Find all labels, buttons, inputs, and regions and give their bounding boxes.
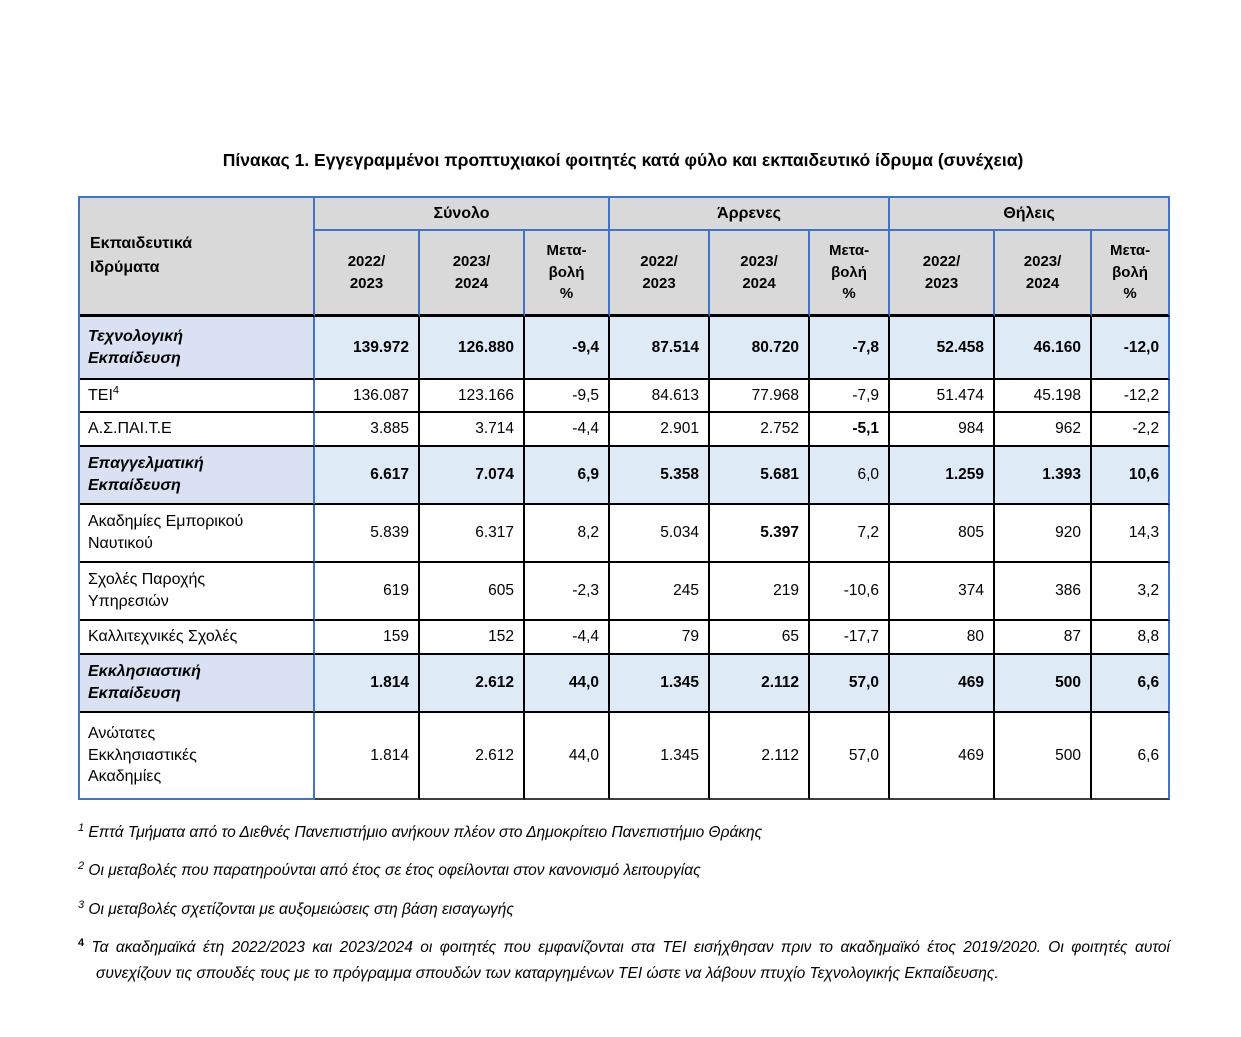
data-cell: 45.198 xyxy=(995,380,1092,413)
footnote-ref: 4 xyxy=(112,384,120,397)
sub-header-cell: Μετα- βολή % xyxy=(525,231,610,317)
data-cell: 5.358 xyxy=(610,447,710,505)
table-header xyxy=(80,198,1170,317)
students-table xyxy=(78,196,1170,800)
data-cell: 500 xyxy=(995,655,1092,713)
data-cell: -12,0 xyxy=(1092,317,1170,380)
table-row xyxy=(80,317,1170,380)
group-header-males: Άρρενες xyxy=(610,198,890,231)
footnote: $^3$ Οι μεταβολές σχετίζονται με αυξομειώσεις στη βάση εισαγωγής xyxy=(78,898,514,918)
data-cell: 1.345 xyxy=(610,655,710,713)
data-cell: 6.317 xyxy=(420,505,525,563)
data-cell: 7,2 xyxy=(810,505,890,563)
data-cell: -2,3 xyxy=(525,563,610,621)
data-cell: 619 xyxy=(315,563,420,621)
data-cell: 2.612 xyxy=(420,655,525,713)
data-cell: 6,0 xyxy=(810,447,890,505)
data-cell: 123.166 xyxy=(420,380,525,413)
data-cell: 126.880 xyxy=(420,317,525,380)
data-cell: 984 xyxy=(890,413,995,447)
data-cell: 10,6 xyxy=(1092,447,1170,505)
data-cell: 77.968 xyxy=(710,380,810,413)
table-title: Πίνακας 1. Εγγεγραμμένοι προπτυχιακοί φοιτητές κατά φύλο και εκπαιδευτικό ίδρυμα (συνέχεια) xyxy=(222,150,1024,170)
data-cell: 80 xyxy=(890,621,995,655)
data-cell: -17,7 xyxy=(810,621,890,655)
table-row xyxy=(80,655,1170,713)
table-row xyxy=(80,713,1170,800)
data-cell: 469 xyxy=(890,655,995,713)
data-cell: 65 xyxy=(710,621,810,655)
data-cell: 1.814 xyxy=(315,655,420,713)
data-cell: -9,4 xyxy=(525,317,610,380)
data-cell: 3.885 xyxy=(315,413,420,447)
data-cell: -5,1 xyxy=(810,413,890,447)
data-cell: -9,5 xyxy=(525,380,610,413)
row-label-cell: Α.Σ.ΠΑΙ.Τ.Ε xyxy=(80,413,315,447)
data-cell: 5.839 xyxy=(315,505,420,563)
sub-header-cell: Μετα- βολή % xyxy=(1092,231,1170,317)
footnote-number: 3 xyxy=(78,898,85,911)
sub-header-cell: 2023/ 2024 xyxy=(710,231,810,317)
data-cell: 374 xyxy=(890,563,995,621)
row-label-cell: Σχολές Παροχής Υπηρεσιών xyxy=(80,563,315,621)
footnote: $^4$ Τα ακαδημαϊκά έτη 2022/2023 και 2023/2024 οι φοιτητές που εμφανίζονται στα ΤΕΙ εισήχθησαν πριν το ακαδημαϊκό έτος 2019/2020. Οι φοιτητές αυτοί συνεχίζουν τις σπουδές τους με το πρόγραμμα σπουδών των καταργημένων ΤΕΙ ώστε να λάβουν πτυχίο Τεχνολογικής Εκπαίδευσης. xyxy=(78,936,1170,983)
data-cell: -7,9 xyxy=(810,380,890,413)
data-cell: 5.034 xyxy=(610,505,710,563)
data-cell: 6,6 xyxy=(1092,655,1170,713)
data-cell: 57,0 xyxy=(810,655,890,713)
group-header-females: Θήλεις xyxy=(890,198,1170,231)
data-cell: 469 xyxy=(890,713,995,800)
data-cell: 44,0 xyxy=(525,655,610,713)
data-cell: -12,2 xyxy=(1092,380,1170,413)
table-row xyxy=(80,380,1170,413)
row-label-cell: Εκκλησιαστική Εκπαίδευση xyxy=(80,655,315,713)
data-cell: 2.112 xyxy=(710,713,810,800)
row-label-cell: ΤΕΙ$^4$ xyxy=(80,380,315,413)
row-label-cell: Ανώτατες Εκκλησιαστικές Ακαδημίες xyxy=(80,713,315,800)
footnote: $^2$ Οι μεταβολές που παρατηρούνται από έτος σε έτος οφείλονται στον κανονισμό λειτουργίας xyxy=(78,860,701,880)
data-cell: 605 xyxy=(420,563,525,621)
data-cell: 2.901 xyxy=(610,413,710,447)
table-row xyxy=(80,447,1170,505)
data-cell: 79 xyxy=(610,621,710,655)
data-cell: -4,4 xyxy=(525,413,610,447)
data-cell: 500 xyxy=(995,713,1092,800)
sub-header-cell: 2022/ 2023 xyxy=(315,231,420,317)
data-cell: 3.714 xyxy=(420,413,525,447)
table-row xyxy=(80,563,1170,621)
data-cell: 52.458 xyxy=(890,317,995,380)
data-cell: 920 xyxy=(995,505,1092,563)
row-label-cell: Τεχνολογική Εκπαίδευση xyxy=(80,317,315,380)
data-cell: -7,8 xyxy=(810,317,890,380)
data-cell: 51.474 xyxy=(890,380,995,413)
data-cell: 139.972 xyxy=(315,317,420,380)
table-row xyxy=(80,413,1170,447)
footnote-number: 4 xyxy=(78,936,85,949)
data-cell: 159 xyxy=(315,621,420,655)
data-cell: 1.814 xyxy=(315,713,420,800)
data-cell: 7.074 xyxy=(420,447,525,505)
data-cell: 1.393 xyxy=(995,447,1092,505)
sub-header-cell: Μετα- βολή % xyxy=(810,231,890,317)
data-cell: 152 xyxy=(420,621,525,655)
footnote-number: 1 xyxy=(78,821,85,834)
data-cell: 87 xyxy=(995,621,1092,655)
sub-header-cell: 2023/ 2024 xyxy=(420,231,525,317)
data-cell: 2.112 xyxy=(710,655,810,713)
data-cell: -4,4 xyxy=(525,621,610,655)
data-cell: 57,0 xyxy=(810,713,890,800)
data-cell: 14,3 xyxy=(1092,505,1170,563)
data-cell: 136.087 xyxy=(315,380,420,413)
group-header-total: Σύνολο xyxy=(315,198,610,231)
data-cell: 2.612 xyxy=(420,713,525,800)
data-cell: 2.752 xyxy=(710,413,810,447)
data-cell: 6.617 xyxy=(315,447,420,505)
sub-header-cell: 2022/ 2023 xyxy=(610,231,710,317)
data-cell: 1.259 xyxy=(890,447,995,505)
data-cell: 219 xyxy=(710,563,810,621)
data-cell: 6,9 xyxy=(525,447,610,505)
data-cell: 3,2 xyxy=(1092,563,1170,621)
data-cell: 80.720 xyxy=(710,317,810,380)
footnotes xyxy=(78,820,1170,1000)
data-cell: 5.397 xyxy=(710,505,810,563)
data-cell: 1.345 xyxy=(610,713,710,800)
data-cell: 386 xyxy=(995,563,1092,621)
footnote-number: 2 xyxy=(78,860,85,873)
data-cell: 805 xyxy=(890,505,995,563)
table-body xyxy=(80,317,1170,800)
data-cell: -2,2 xyxy=(1092,413,1170,447)
data-cell: -10,6 xyxy=(810,563,890,621)
sub-header-cell: 2022/ 2023 xyxy=(890,231,995,317)
data-cell: 245 xyxy=(610,563,710,621)
footnote: $^1$ Επτά Τμήματα από το Διεθνές Πανεπιστήμιο ανήκουν πλέον στο Δημοκρίτειο Πανεπιστήμιο Θράκης xyxy=(78,821,763,841)
data-cell: 84.613 xyxy=(610,380,710,413)
data-cell: 5.681 xyxy=(710,447,810,505)
data-cell: 46.160 xyxy=(995,317,1092,380)
row-label-cell: Καλλιτεχνικές Σχολές xyxy=(80,621,315,655)
row-label-cell: Ακαδημίες Εμπορικού Ναυτικού xyxy=(80,505,315,563)
data-cell: 6,6 xyxy=(1092,713,1170,800)
data-cell: 8,8 xyxy=(1092,621,1170,655)
corner-header-cell: Εκπαιδευτικά Ιδρύματα xyxy=(80,198,315,317)
data-cell: 44,0 xyxy=(525,713,610,800)
row-label-cell: Επαγγελματική Εκπαίδευση xyxy=(80,447,315,505)
table-row xyxy=(80,505,1170,563)
data-cell: 8,2 xyxy=(525,505,610,563)
data-cell: 87.514 xyxy=(610,317,710,380)
table-row xyxy=(80,621,1170,655)
sub-header-cell: 2023/ 2024 xyxy=(995,231,1092,317)
data-cell: 962 xyxy=(995,413,1092,447)
